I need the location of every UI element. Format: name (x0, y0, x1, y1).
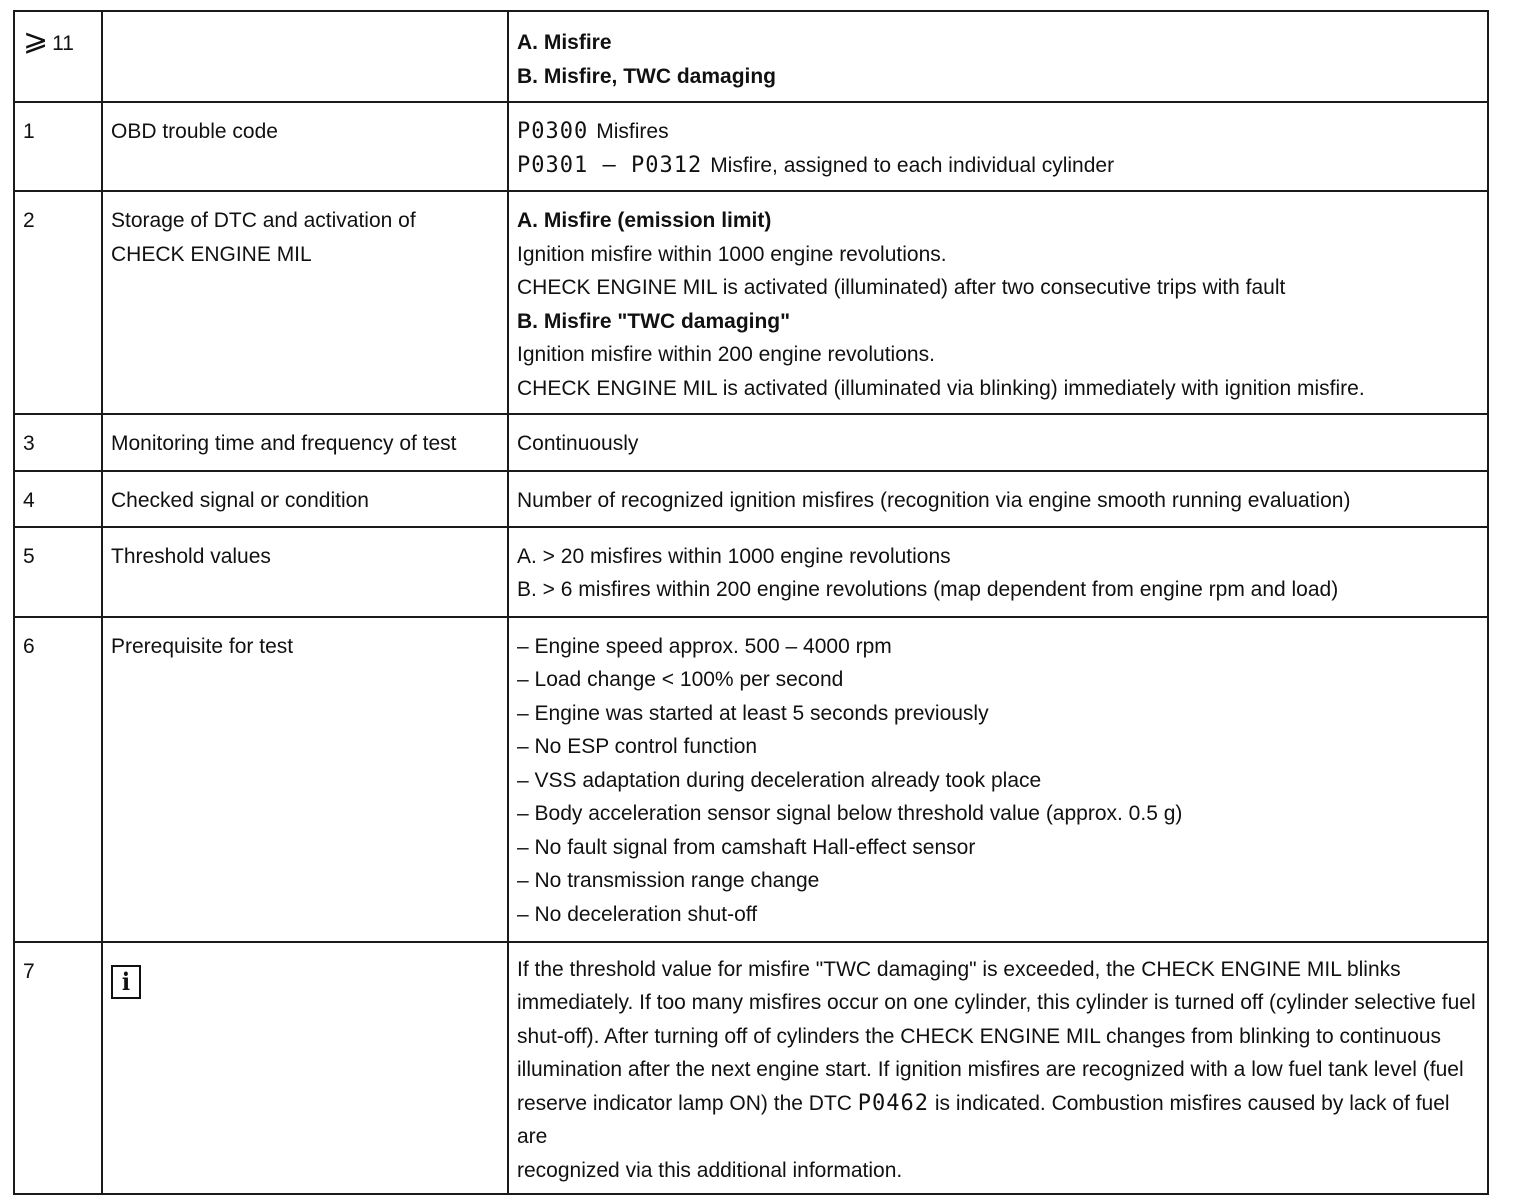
section-title (508, 11, 1488, 102)
section-number-cell (14, 11, 102, 102)
section-number: 11 (52, 32, 74, 55)
row-value (508, 102, 1488, 191)
list-item: – No ESP control function (517, 735, 758, 758)
title-a: A. Misfire (517, 31, 612, 54)
info-icon: i (111, 965, 141, 999)
dtc-code-range: P0301 – P0312 (517, 152, 703, 178)
table-row (14, 527, 1488, 617)
row-value (508, 617, 1488, 942)
list-item: – Body acceleration sensor signal below threshold value (approx. 0.5 g) (517, 802, 1183, 825)
row-label: Threshold values (102, 527, 508, 617)
title-b: B. Misfire, TWC damaging (517, 64, 777, 88)
row-value: A. Misfire (emission limit) Ignition misfire within 1000 engine revolutions. CHECK ENGINE MIL is activated (illuminated) after two consecutive trips with fault B. Misfire "TWC damaging" Ignition misfire within 200 engine revolutions. CHECK ENGINE MIL is activated (illuminated via blinking) immediately with ignition misfire. (508, 191, 1488, 414)
table-row (14, 617, 1488, 942)
row-label: Prerequisite for test (102, 617, 508, 942)
header-empty-cell (102, 11, 508, 102)
list-item: – VSS adaptation during deceleration already took place (517, 768, 1042, 792)
row-label: OBD trouble code (102, 102, 508, 191)
table-row (14, 102, 1488, 191)
list-item: – No fault signal from camshaft Hall-effect sensor (517, 835, 976, 859)
row-number: 1 (14, 102, 102, 191)
row-label: Storage of DTC and activation of CHECK ENGINE MIL (102, 191, 508, 414)
table-row (14, 414, 1488, 471)
section-symbol: ⩾ (23, 24, 49, 57)
list-item: – No deceleration shut-off (517, 902, 758, 926)
row-value: Number of recognized ignition misfires (recognition via engine smooth running evaluation) (508, 471, 1488, 527)
table-row (14, 942, 1488, 1195)
subheading-b: B. Misfire "TWC damaging" (517, 309, 791, 333)
row-value: If the threshold value for misfire "TWC damaging" is exceeded, the CHECK ENGINE MIL blinks immediately. If too many misfires occur on one cylinder, this cylinder is turned off (cylinder selective fuel shut-off). After turning off of cylinders the CHECK ENGINE MIL changes from blinking to continuous illumination after the next engine start. If ignition misfires are recognized with a low fuel tank level (fuel reserve indicator lamp ON) the DTC P0462 is indicated. Combustion misfires caused by lack of fuel are recognized via this additional information. (508, 942, 1488, 1195)
diagnostic-table (13, 10, 1489, 1195)
list-item: – Engine speed approx. 500 – 4000 rpm (517, 634, 892, 658)
list-item: – Load change < 100% per second (517, 668, 844, 691)
list-item: – Engine was started at least 5 seconds previously (517, 701, 989, 725)
row-number: 3 (14, 414, 102, 471)
row-number: 2 (14, 191, 102, 414)
row-number: 7 (14, 942, 102, 1195)
row-label: Checked signal or condition (102, 471, 508, 527)
table-row (14, 471, 1488, 527)
row-value: A. > 20 misfires within 1000 engine revolutions B. > 6 misfires within 200 engine revolutions (map dependent from engine rpm and load) (508, 527, 1488, 617)
row-value: Continuously (508, 414, 1488, 471)
table-header-row (14, 11, 1488, 102)
row-number: 5 (14, 527, 102, 617)
row-number: 6 (14, 617, 102, 942)
row-number: 4 (14, 471, 102, 527)
dtc-description: Misfires (596, 120, 669, 143)
row-label (102, 942, 508, 1195)
table-row (14, 191, 1488, 414)
dtc-code: P0462 (857, 1090, 930, 1116)
list-item: – No transmission range change (517, 869, 820, 892)
row-label: Monitoring time and frequency of test (102, 414, 508, 471)
subheading-a: A. Misfire (emission limit) (517, 209, 772, 232)
dtc-description: Misfire, assigned to each individual cylinder (710, 153, 1115, 177)
dtc-code: P0300 (517, 119, 589, 144)
